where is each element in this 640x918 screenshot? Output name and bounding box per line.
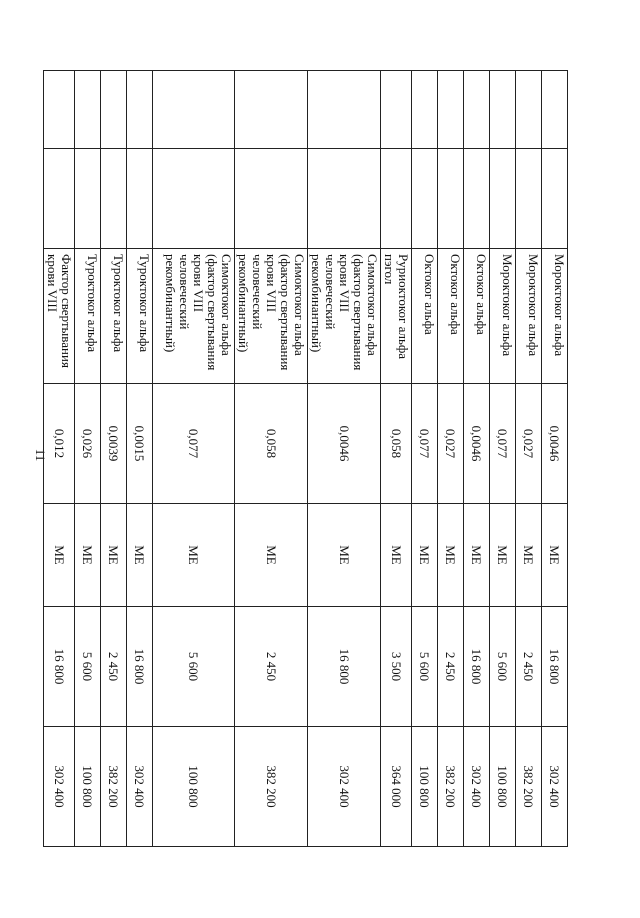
amount-cell: 2 450: [235, 607, 308, 727]
value-cell: 0,027: [438, 384, 464, 504]
empty-cell-1: [542, 71, 568, 149]
value-cell: 0,026: [75, 384, 101, 504]
unit-cell: МЕ: [101, 504, 127, 607]
drug-name-cell: Мороктоког альфа: [490, 249, 516, 384]
amount-cell: 5 600: [412, 607, 438, 727]
drug-name-cell: Симоктоког альфа (фактор свертывания крови VIII человеческий рекомбинантный): [153, 249, 235, 384]
amount-cell: 16 800: [127, 607, 153, 727]
table-row: [438, 71, 464, 847]
amount-cell: 5 600: [153, 607, 235, 727]
amount-cell: 5 600: [75, 607, 101, 727]
empty-cell-1: [381, 71, 412, 149]
table-row: [381, 71, 412, 847]
empty-cell-1: [516, 71, 542, 149]
empty-cell-2: [127, 149, 153, 249]
value-cell: 0,0046: [464, 384, 490, 504]
page-number: 11: [33, 448, 48, 462]
amount-cell: 2 450: [516, 607, 542, 727]
amount-cell: 5 600: [490, 607, 516, 727]
total-cell: 364 000: [381, 727, 412, 847]
empty-cell-2: [381, 149, 412, 249]
amount-cell: 16 800: [542, 607, 568, 727]
unit-cell: МЕ: [542, 504, 568, 607]
amount-cell: 16 800: [44, 607, 75, 727]
empty-cell-2: [153, 149, 235, 249]
table-row: [542, 71, 568, 847]
empty-cell-1: [412, 71, 438, 149]
drug-name-cell: Октоког альфа: [438, 249, 464, 384]
empty-cell-1: [490, 71, 516, 149]
empty-cell-1: [75, 71, 101, 149]
amount-cell: 2 450: [101, 607, 127, 727]
rotated-table-wrapper: [45, 70, 568, 846]
total-cell: 382 200: [101, 727, 127, 847]
table-row: [235, 71, 308, 847]
empty-cell-2: [75, 149, 101, 249]
empty-cell-2: [490, 149, 516, 249]
value-cell: 0,077: [412, 384, 438, 504]
value-cell: 0,0046: [308, 384, 381, 504]
drug-name-cell: Фактор свертывания крови VIII: [44, 249, 75, 384]
amount-cell: 3 500: [381, 607, 412, 727]
unit-cell: МЕ: [464, 504, 490, 607]
drug-name-cell: Мороктоког альфа: [542, 249, 568, 384]
amount-cell: 16 800: [308, 607, 381, 727]
value-cell: 0,0046: [542, 384, 568, 504]
unit-cell: МЕ: [308, 504, 381, 607]
value-cell: 0,077: [490, 384, 516, 504]
empty-cell-2: [308, 149, 381, 249]
empty-cell-1: [127, 71, 153, 149]
table-row: [412, 71, 438, 847]
unit-cell: МЕ: [127, 504, 153, 607]
total-cell: 382 200: [438, 727, 464, 847]
unit-cell: МЕ: [516, 504, 542, 607]
empty-cell-2: [516, 149, 542, 249]
value-cell: 0,0039: [101, 384, 127, 504]
unit-cell: МЕ: [381, 504, 412, 607]
empty-cell-2: [101, 149, 127, 249]
amount-cell: 16 800: [464, 607, 490, 727]
unit-cell: МЕ: [412, 504, 438, 607]
drug-name-cell: Туроктоког альфа: [101, 249, 127, 384]
drug-name-cell: Руриоктоког альфа пэгол: [381, 249, 412, 384]
value-cell: 0,058: [235, 384, 308, 504]
total-cell: 100 800: [75, 727, 101, 847]
total-cell: 100 800: [490, 727, 516, 847]
drug-name-cell: Октоког альфа: [464, 249, 490, 384]
empty-cell-2: [542, 149, 568, 249]
drug-name-cell: Симоктоког альфа (фактор свертывания крови VIII человеческий рекомбинантный): [235, 249, 308, 384]
table-row: [127, 71, 153, 847]
value-cell: 0,058: [381, 384, 412, 504]
table-row: [516, 71, 542, 847]
table-row: [44, 71, 75, 847]
table-row: [153, 71, 235, 847]
drug-name-cell: Мороктоког альфа: [516, 249, 542, 384]
unit-cell: МЕ: [153, 504, 235, 607]
total-cell: 382 200: [516, 727, 542, 847]
table-row: [308, 71, 381, 847]
empty-cell-1: [464, 71, 490, 149]
total-cell: 302 400: [127, 727, 153, 847]
total-cell: 382 200: [235, 727, 308, 847]
drug-name-cell: Октоког альфа: [412, 249, 438, 384]
table-row: [490, 71, 516, 847]
data-table: [43, 70, 568, 847]
empty-cell-1: [438, 71, 464, 149]
unit-cell: МЕ: [438, 504, 464, 607]
unit-cell: МЕ: [235, 504, 308, 607]
total-cell: 100 800: [153, 727, 235, 847]
table-row: [464, 71, 490, 847]
total-cell: 302 400: [542, 727, 568, 847]
unit-cell: МЕ: [490, 504, 516, 607]
amount-cell: 2 450: [438, 607, 464, 727]
table-row: [101, 71, 127, 847]
total-cell: 302 400: [308, 727, 381, 847]
empty-cell-1: [235, 71, 308, 149]
drug-name-cell: Туроктоког альфа: [127, 249, 153, 384]
value-cell: 0,077: [153, 384, 235, 504]
empty-cell-2: [464, 149, 490, 249]
empty-cell-2: [235, 149, 308, 249]
empty-cell-1: [308, 71, 381, 149]
empty-cell-2: [412, 149, 438, 249]
value-cell: 0,0015: [127, 384, 153, 504]
empty-cell-1: [101, 71, 127, 149]
drug-name-cell: Туроктоког альфа: [75, 249, 101, 384]
value-cell: 0,027: [516, 384, 542, 504]
value-cell: 0,012: [44, 384, 75, 504]
empty-cell-1: [44, 71, 75, 149]
empty-cell-2: [438, 149, 464, 249]
total-cell: 302 400: [464, 727, 490, 847]
drug-name-cell: Симоктоког альфа (фактор свертывания крови VIII человеческий рекомбинантный): [308, 249, 381, 384]
table-row: [75, 71, 101, 847]
unit-cell: МЕ: [44, 504, 75, 607]
table-body: [44, 71, 568, 847]
empty-cell-1: [153, 71, 235, 149]
empty-cell-2: [44, 149, 75, 249]
total-cell: 302 400: [44, 727, 75, 847]
total-cell: 100 800: [412, 727, 438, 847]
unit-cell: МЕ: [75, 504, 101, 607]
